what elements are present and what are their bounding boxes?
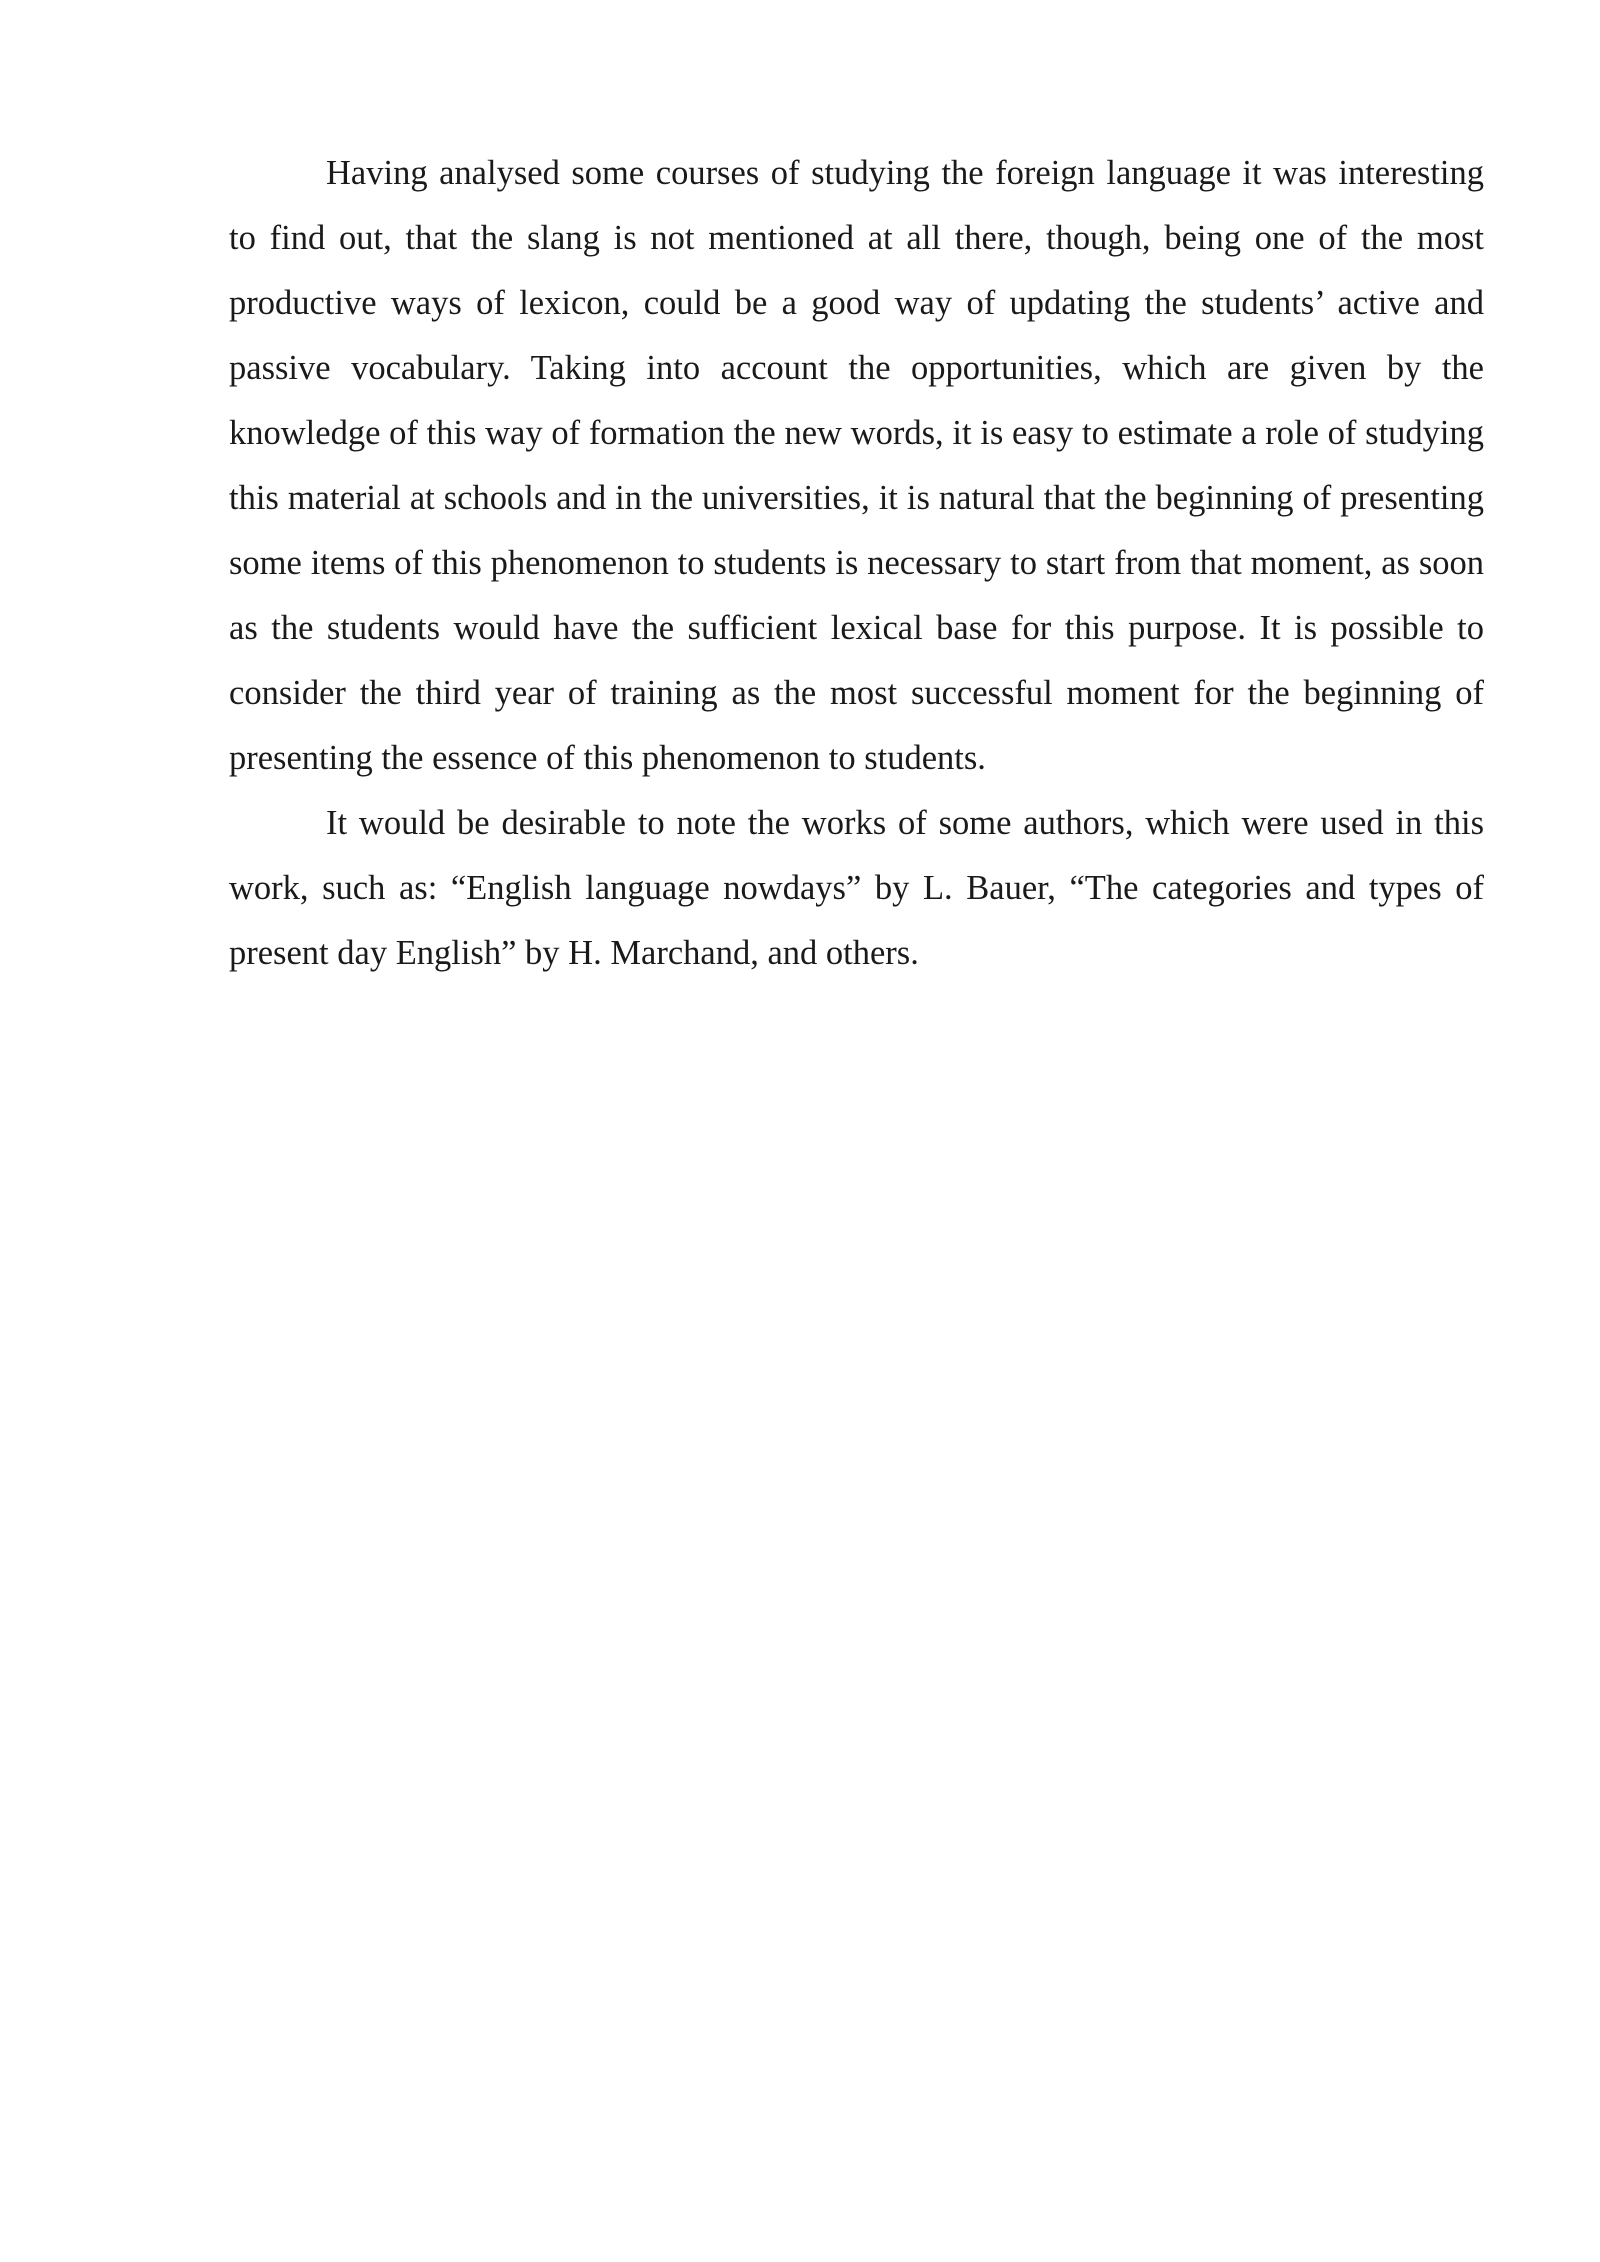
- paragraph: It would be desirable to note the works of some authors, which were used in this work, such as: “English language nowdays” by L. Bauer, “The categories and types of present day English” by H. Marchand, and others.: [229, 804, 1484, 972]
- body-text: [229, 141, 1484, 986]
- paragraph: Having analysed some courses of studying the foreign language it was interesting to find out, that the slang is not mentioned at all there, though, being one of the most productive ways of lexicon, could be a good way of updating the students’ active and passive vocabulary. Taking into account the opportunities, which are given by the knowledge of this way of formation the new words, it is easy to estimate a role of studying this material at schools and in the universities, it is natural that the beginning of presenting some items of this phenomenon to students is necessary to start from that moment, as soon as the students would have the sufficient lexical base for this purpose. It is possible to consider the third year of training as the most successful moment for the beginning of presenting the essence of this phenomenon to students.: [229, 154, 1484, 777]
